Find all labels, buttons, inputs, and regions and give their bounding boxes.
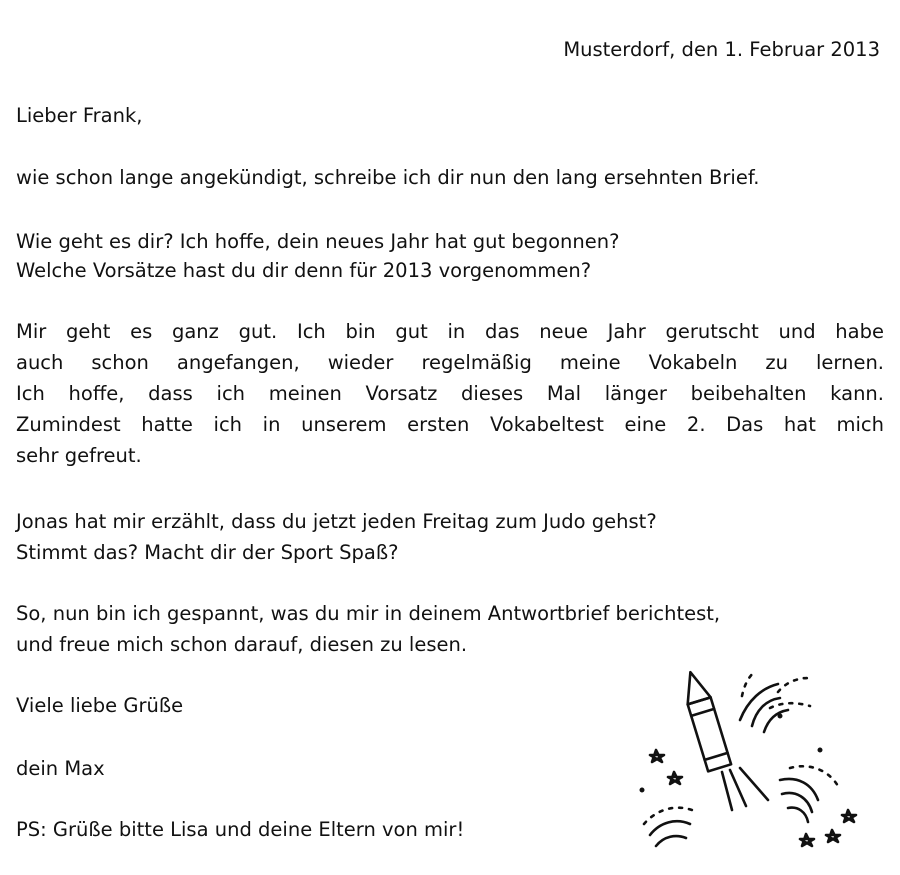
- paragraph-line: Wie geht es dir? Ich hoffe, dein neues Jahr hat gut begonnen?: [16, 230, 620, 253]
- paragraph-line: Welche Vorsätze hast du dir denn für 2013 vorgenommen?: [16, 259, 592, 282]
- paragraph-line: sehr gefreut.: [16, 444, 142, 467]
- paragraph-1: [16, 226, 884, 286]
- paragraph-3: [16, 506, 884, 568]
- paragraph-line: auch schon angefangen, wieder regelmäßig meine Vokabeln zu lernen.: [16, 351, 884, 374]
- salutation: Lieber Frank,: [16, 104, 143, 127]
- paragraph-line: So, nun bin ich gespannt, was du mir in deinem Antwortbrief berichtest,: [16, 602, 721, 625]
- paragraph-line: Jonas hat mir erzählt, dass du jetzt jeden Freitag zum Judo gehst?: [16, 510, 657, 533]
- paragraph-line: Stimmt das? Macht dir der Sport Spaß?: [16, 541, 399, 564]
- firework-rocket-icon: [630, 650, 870, 865]
- intro-line: wie schon lange angekündigt, schreibe ich dir nun den lang ersehnten Brief.: [16, 166, 760, 189]
- postscript: PS: Grüße bitte Lisa und deine Eltern von mir!: [16, 818, 465, 841]
- place-date: Musterdorf, den 1. Februar 2013: [563, 38, 880, 61]
- signature: dein Max: [16, 757, 105, 780]
- paragraph-line: Ich hoffe, dass ich meinen Vorsatz dieses Mal länger beibehalten kann.: [16, 382, 884, 405]
- rocket-icon: [679, 669, 731, 772]
- paragraph-line: und freue mich schon darauf, diesen zu lesen.: [16, 633, 468, 656]
- paragraph-line: Mir geht es ganz gut. Ich bin gut in das neue Jahr gerutscht und habe: [16, 320, 884, 343]
- paragraph-2: [16, 316, 884, 471]
- paragraph-line: Zumindest hatte ich in unserem ersten Vokabeltest eine 2. Das hat mich: [16, 413, 884, 436]
- closing: Viele liebe Grüße: [16, 694, 184, 717]
